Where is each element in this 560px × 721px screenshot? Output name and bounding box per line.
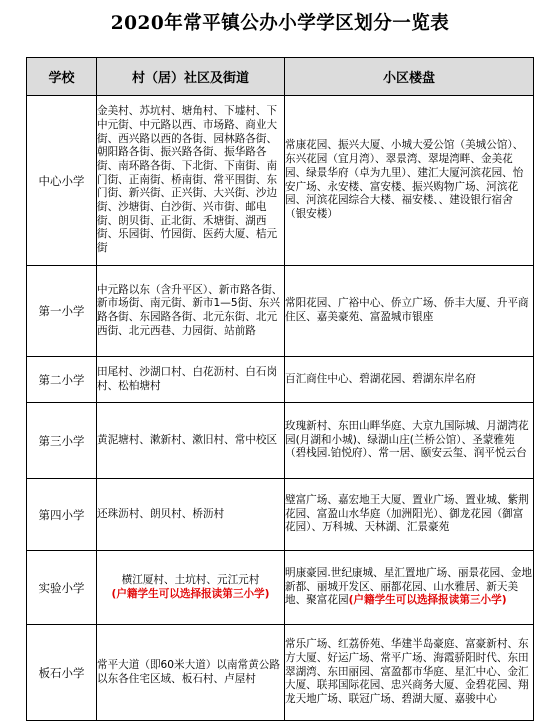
table-row <box>27 403 534 479</box>
estate-cell: 常乐广场、红荔侨苑、华建半岛豪庭、富豪新村、东方大厦、好运广场、常平广场、海霞骄阳时代、东田翠湖湾、东田丽园、富盈都市华庭、星汇中心、金汇大厦、联邦国际花园、忠兴商务大厦、金碧花园、翔龙天地广场、联冠广场、碧湖大厦、嘉骏中心 <box>285 625 534 721</box>
table-row <box>27 479 534 551</box>
school-name: 第三小学 <box>27 403 97 479</box>
estate-cell <box>285 551 534 625</box>
estate-cell: 璧富广场、嘉宏地王大厦、置业广场、置业城、紫荆花园、富盈山水华庭（加洲阳光）、御龙花园（御富花园）、万科城、天林湖、汇景豪苑 <box>285 479 534 551</box>
estate-cell: 常康花园、振兴大厦、小城大爱公馆（美城公馆）、东兴花园（宜月湾）、翠景湾、翠堤湾畔、金美花园、绿景华府（卓为九里）、建汇大厦河滨花园、怡安广场、永安楼、富安楼、振兴购物广场、河滨花园、河滨花园综合大楼、福安楼、、建设银行宿舍（银安楼） <box>285 96 534 266</box>
table-row <box>27 625 534 721</box>
header-area: 村（居）社区及街道 <box>97 58 285 96</box>
school-name: 第四小学 <box>27 479 97 551</box>
area-cell: 田尾村、沙湖口村、白花沥村、白石岗村、松柏塘村 <box>97 357 285 403</box>
school-name: 第一小学 <box>27 266 97 357</box>
header-school: 学校 <box>27 58 97 96</box>
table-row <box>27 96 534 266</box>
school-name: 中心小学 <box>27 96 97 266</box>
area-cell: 黄泥塘村、漱新村、漱旧村、常中校区 <box>97 403 285 479</box>
estate-text: 明康豪园.世纪康城、星汇置地广场、丽景花园、金地新都、丽城开发区、丽都花园、山水雅居、新天美地、聚富花园 <box>285 566 533 607</box>
estate-cell: 常阳花园、广裕中心、侨立广场、侨丰大厦、升平商住区、嘉美豪苑、富盈城市银座 <box>285 266 534 357</box>
school-name: 第二小学 <box>27 357 97 403</box>
header-estate: 小区楼盘 <box>285 58 534 96</box>
table-row <box>27 357 534 403</box>
enrollment-note: (户籍学生可以选择报读第三小学) <box>111 587 270 600</box>
enrollment-note: (户籍学生可以选择报读第三小学) <box>348 594 507 607</box>
area-cell: 中元路以东（含升平区）、新市路各街、新市场街、南元街、新市1—5街、东兴路各街、东园路各街、北元东街、北元西街、北元西巷、力园街、站前路 <box>97 266 285 357</box>
table-header-row <box>27 58 534 96</box>
area-cell: 还珠沥村、朗贝村、桥沥村 <box>97 479 285 551</box>
school-name: 板石小学 <box>27 625 97 721</box>
document-title: 2020年常平镇公办小学学区划分一览表 <box>110 13 450 34</box>
table-row <box>27 266 534 357</box>
estate-cell: 玫瑰新村、东田山畔华庭、大京九国际城、月湖湾花园(月湖和小城)、绿湖山庄(兰桥公馆）、圣蒙雅苑（碧栈园.铂悦府）、常一居、颐安云玺、润平悦云台 <box>285 403 534 479</box>
area-cell: 金美村、苏坑村、塘角村、下墟村、下中元街、中元路以西、市场路、商业大街、西兴路以西的各街、园林路各街、朝阳路各街、振兴路各街、振华路各街、南环路各街、下北街、下南街、南门街、正南街、桥南街、常平围街、东门街、新兴街、正兴街、大兴街、沙边街、沙塘街、白沙街、兴市街、邮电街、朗贝街、正北街、禾塘街、湖西街、乐园街、竹园街、医药大厦、桔元街 <box>97 96 285 266</box>
area-cell: 常平大道（即60米大道）以南常黄公路以东各住宅区域、板石村、卢屋村 <box>97 625 285 721</box>
school-name: 实验小学 <box>27 551 97 625</box>
estate-cell: 百汇商住中心、碧湖花园、碧湖东岸名府 <box>285 357 534 403</box>
table-row <box>27 551 534 625</box>
school-district-table <box>26 57 534 721</box>
area-text: 横江厦村、土坑村、元江元村 <box>121 573 260 586</box>
area-cell <box>97 551 285 625</box>
